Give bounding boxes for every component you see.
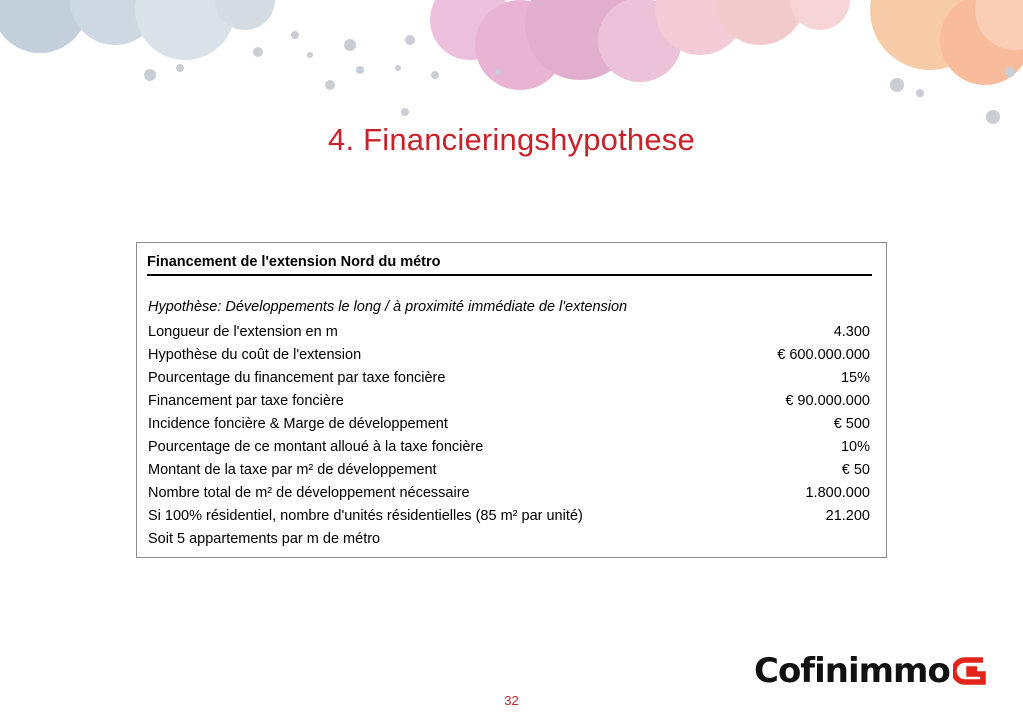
row-value: 15%: [840, 370, 870, 386]
table-row: [148, 505, 870, 528]
table-row: [148, 528, 870, 551]
logo-text: Cofinimmo: [754, 651, 950, 691]
table-row: [148, 482, 870, 505]
header-banner-decoration: [0, 0, 1023, 125]
row-value: € 50: [841, 462, 870, 478]
financing-table: [136, 242, 887, 558]
table-row: [148, 367, 870, 390]
table-header: Financement de l'extension Nord du métro: [147, 252, 872, 276]
row-value: 10%: [840, 439, 870, 455]
row-label: Pourcentage de ce montant alloué à la taxe foncière: [148, 439, 484, 455]
row-value: 4.300: [833, 324, 870, 340]
row-value: € 90.000.000: [785, 393, 870, 409]
row-label: Hypothèse du coût de l'extension: [148, 347, 362, 363]
row-value: 1.800.000: [805, 485, 870, 501]
row-label: Incidence foncière & Marge de développement: [148, 416, 448, 432]
row-label: Financement par taxe foncière: [148, 393, 344, 409]
table-row: [148, 413, 870, 436]
table-row: [148, 459, 870, 482]
row-label: Longueur de l'extension en m: [148, 324, 338, 340]
slide-title: 4. Financieringshypothese: [328, 122, 695, 157]
row-label: Soit 5 appartements par m de métro: [148, 531, 381, 547]
row-value: € 500: [833, 416, 870, 432]
table-rows: [148, 321, 870, 551]
cofinimmo-logo-mark-icon: [953, 654, 987, 688]
row-value: 21.200: [825, 508, 870, 524]
row-value: € 600.000.000: [777, 347, 870, 363]
cofinimmo-logo: [754, 649, 987, 693]
table-row: [148, 390, 870, 413]
row-label: Nombre total de m² de développement nécessaire: [148, 485, 470, 501]
row-label: Si 100% résidentiel, nombre d'unités résidentielles (85 m² par unité): [148, 508, 583, 524]
table-hypothesis: Hypothèse: Développements le long / à proximité immédiate de l'extension: [148, 299, 628, 315]
table-row: [148, 321, 870, 344]
row-label: Montant de la taxe par m² de développement: [148, 462, 437, 478]
row-label: Pourcentage du financement par taxe foncière: [148, 370, 446, 386]
table-row: [148, 344, 870, 367]
page-number: 32: [504, 693, 519, 708]
table-row: [148, 436, 870, 459]
